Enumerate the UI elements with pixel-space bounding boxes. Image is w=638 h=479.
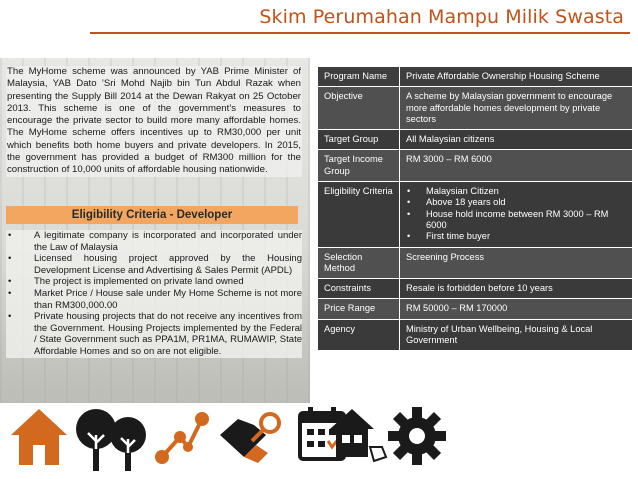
- row-label: Agency: [318, 319, 400, 351]
- row-label: Price Range: [318, 299, 400, 319]
- row-value: Screening Process: [400, 247, 633, 279]
- house-for-sale-icon: [328, 405, 388, 467]
- row-value: Resale is forbidden before 10 years: [400, 279, 633, 299]
- criteria-item: • A legitimate company is incorporated and incorporated under the Law of Malaysia: [6, 230, 302, 253]
- handshake-key-icon: [214, 405, 284, 471]
- row-value: Private Affordable Ownership Housing Scheme: [400, 67, 633, 87]
- page-title: Skim Perumahan Mampu Milik Swasta: [259, 6, 624, 28]
- table-row: [318, 247, 633, 279]
- table-row: [318, 150, 633, 182]
- row-value: A scheme by Malaysian government to encourage more affordable homes development by private sectors: [400, 87, 633, 130]
- title-underline: [90, 32, 630, 34]
- row-label: Objective: [318, 87, 400, 130]
- network-icon: [150, 405, 212, 469]
- table-row: [318, 182, 633, 247]
- list-item: • House hold income between RM 3000 – RM 6000: [406, 209, 626, 232]
- table-row: [318, 279, 633, 299]
- row-label: Target Income Group: [318, 150, 400, 182]
- criteria-item: • Private housing projects that do not receive any incentives from the Government. Housing Projects implemented by the Federal / State Government such as PPA1M, PR1MA, RUMAWIP, State Affordable Homes and so on are not eligible.: [6, 311, 302, 357]
- house-icon: [8, 405, 70, 467]
- icon-strip: [0, 405, 638, 479]
- table-row: [318, 319, 633, 351]
- table-row: [318, 67, 633, 87]
- row-label: Selection Method: [318, 247, 400, 279]
- row-label: Constraints: [318, 279, 400, 299]
- row-value: RM 50000 – RM 170000: [400, 299, 633, 319]
- info-panel: [0, 58, 310, 403]
- list-item: • Above 18 years old: [406, 197, 626, 208]
- program-details-table: [317, 66, 633, 351]
- table-row: [318, 130, 633, 150]
- criteria-item: • The project is implemented on private land owned: [6, 276, 302, 288]
- criteria-list: [6, 230, 302, 358]
- eligibility-list: [406, 186, 626, 242]
- row-value: All Malaysian citizens: [400, 130, 633, 150]
- gear-icon: [386, 405, 448, 467]
- criteria-item: • Market Price / House sale under My Home Scheme is not more than RM300,000.00: [6, 288, 302, 311]
- list-item: • First time buyer: [406, 231, 626, 242]
- row-label: Program Name: [318, 67, 400, 87]
- row-value: RM 3000 – RM 6000: [400, 150, 633, 182]
- row-label: Eligibility Criteria: [318, 182, 400, 247]
- list-item: • Malaysian Citizen: [406, 186, 626, 197]
- trees-icon: [74, 405, 150, 473]
- table-row: [318, 87, 633, 130]
- row-value: [400, 182, 633, 247]
- criteria-heading: Eligibility Criteria - Developer: [6, 206, 298, 224]
- table-row: [318, 299, 633, 319]
- intro-paragraph: The MyHome scheme was announced by YAB Prime Minister of Malaysia, YAB Dato ’Sri Mohd Najib bin Tun Abdul Razak when presenting the Supply Bill 2014 at the Dewan Rakyat on 25 October 2013. This scheme is one of the government’s measures to encourage the private sector to build more many affordable homes. The MyHome scheme offers incentives up to RM30,000 per unit which benefits both home buyers and private developers. In 2015, the government has provided a budget of RM300 million for the construction of 10,000 units of affordable housing nationwide.: [7, 66, 301, 176]
- criteria-item: • Licensed housing project approved by the Housing Development License and Advertising & Sales Permit (APDL): [6, 253, 302, 276]
- row-value: Ministry of Urban Wellbeing, Housing & Local Government: [400, 319, 633, 351]
- row-label: Target Group: [318, 130, 400, 150]
